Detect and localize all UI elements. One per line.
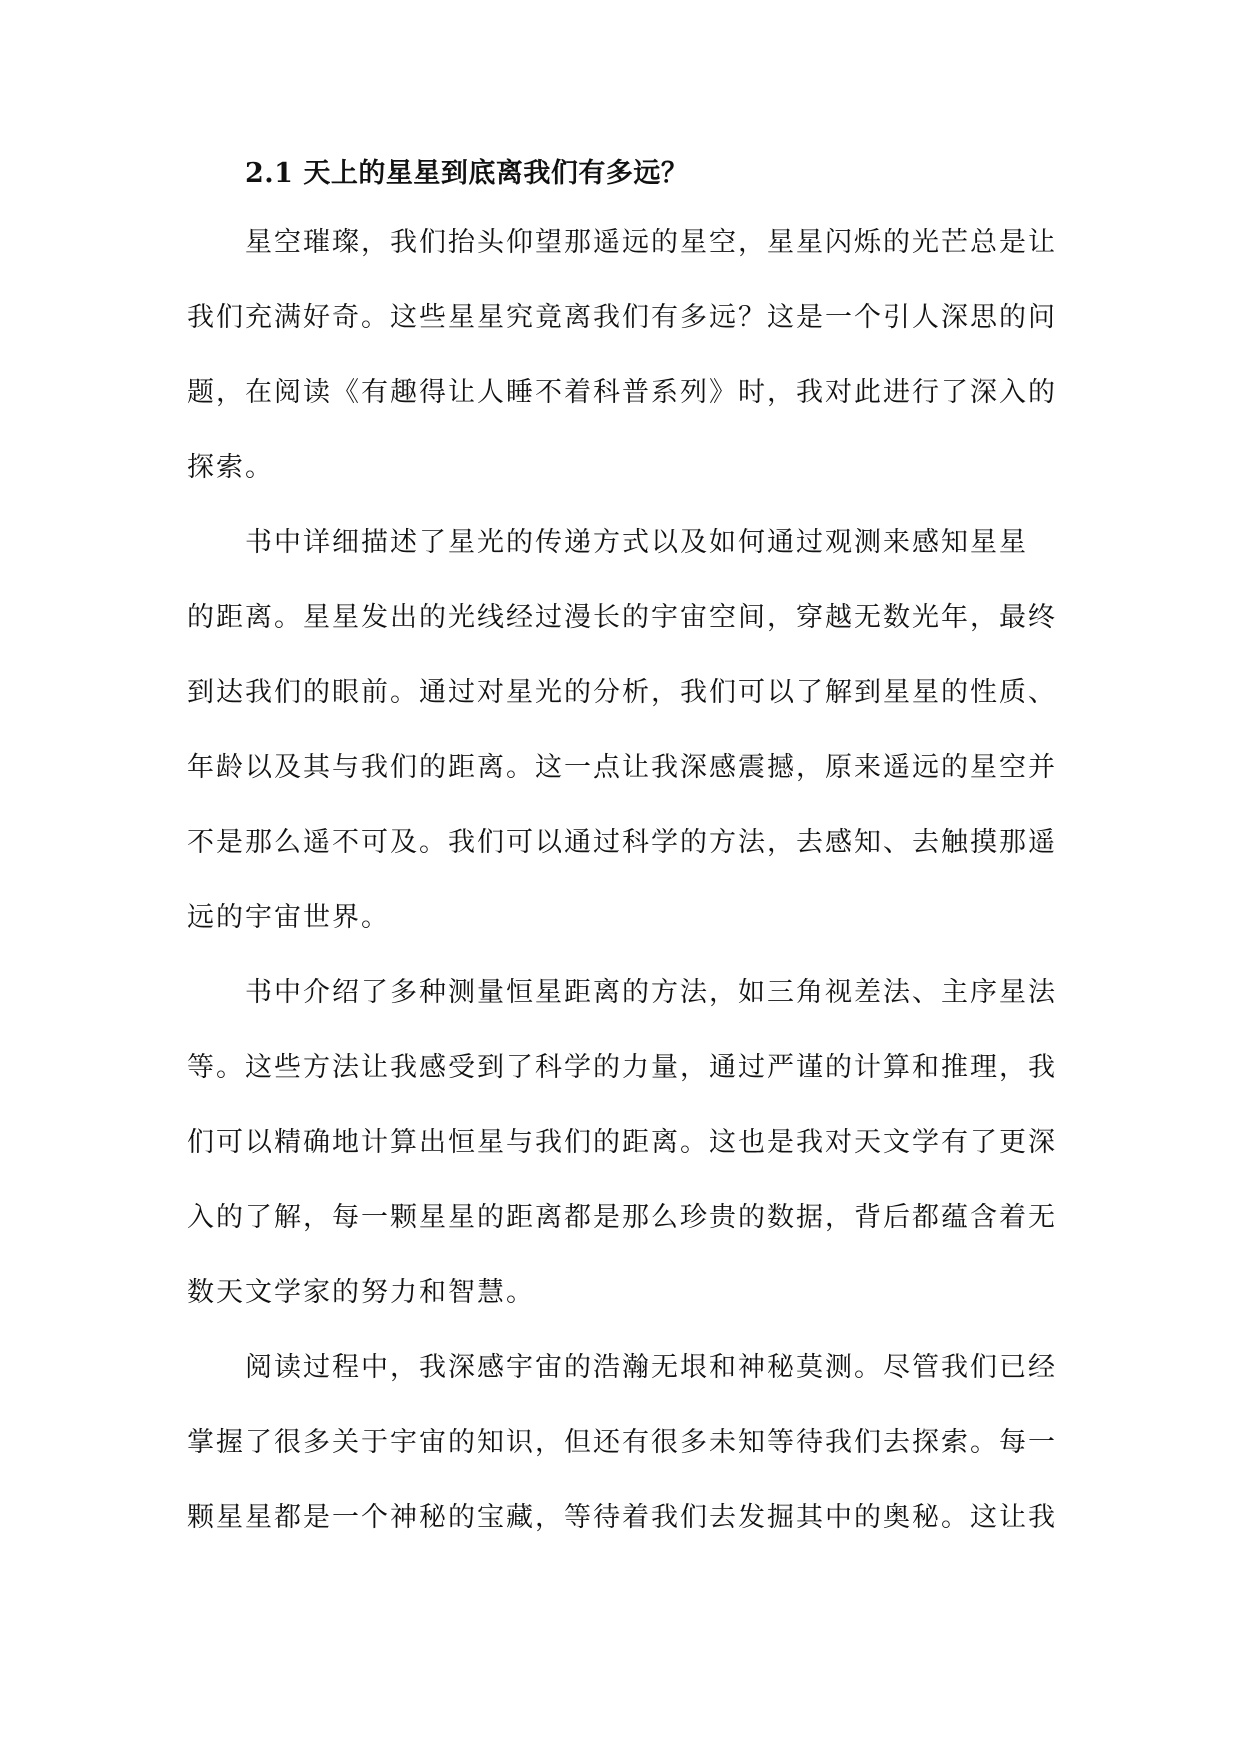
paragraph-line: 我们充满好奇。这些星星究竟离我们有多远？这是一个引人深思的问 <box>187 302 1057 333</box>
paragraph-line: 星空璀璨，我们抬头仰望那遥远的星空，星星闪烁的光芒总是让 <box>245 227 1057 258</box>
paragraph-line: 等。这些方法让我感受到了科学的力量，通过严谨的计算和推理，我 <box>187 1052 1057 1083</box>
paragraph-line: 探索。 <box>187 452 274 483</box>
paragraph-line: 书中详细描述了星光的传递方式以及如何通过观测来感知星星 <box>245 527 1028 558</box>
paragraph-line: 阅读过程中，我深感宇宙的浩瀚无垠和神秘莫测。尽管我们已经 <box>245 1352 1057 1383</box>
paragraph-line: 不是那么遥不可及。我们可以通过科学的方法，去感知、去触摸那遥 <box>187 827 1057 858</box>
paragraph-line: 远的宇宙世界。 <box>187 902 390 933</box>
paragraph-line: 到达我们的眼前。通过对星光的分析，我们可以了解到星星的性质、 <box>187 677 1057 708</box>
paragraph-line: 们可以精确地计算出恒星与我们的距离。这也是我对天文学有了更深 <box>187 1127 1057 1158</box>
section-heading: 2.1 天上的星星到底离我们有多远？ <box>245 158 689 189</box>
paragraph-line: 颗星星都是一个神秘的宝藏，等待着我们去发掘其中的奥秘。这让我 <box>187 1502 1057 1533</box>
paragraph-line: 题，在阅读《有趣得让人睡不着科普系列》时，我对此进行了深入的 <box>187 377 1057 408</box>
paragraph-line: 掌握了很多关于宇宙的知识，但还有很多未知等待我们去探索。每一 <box>187 1427 1057 1458</box>
paragraph-line: 的距离。星星发出的光线经过漫长的宇宙空间，穿越无数光年，最终 <box>187 602 1057 633</box>
paragraph-line: 入的了解，每一颗星星的距离都是那么珍贵的数据，背后都蕴含着无 <box>187 1202 1057 1233</box>
paragraph-line: 书中介绍了多种测量恒星距离的方法，如三角视差法、主序星法 <box>245 977 1057 1008</box>
paragraph-line: 数天文学家的努力和智慧。 <box>187 1277 535 1308</box>
paragraph-line: 年龄以及其与我们的距离。这一点让我深感震撼，原来遥远的星空并 <box>187 752 1057 783</box>
